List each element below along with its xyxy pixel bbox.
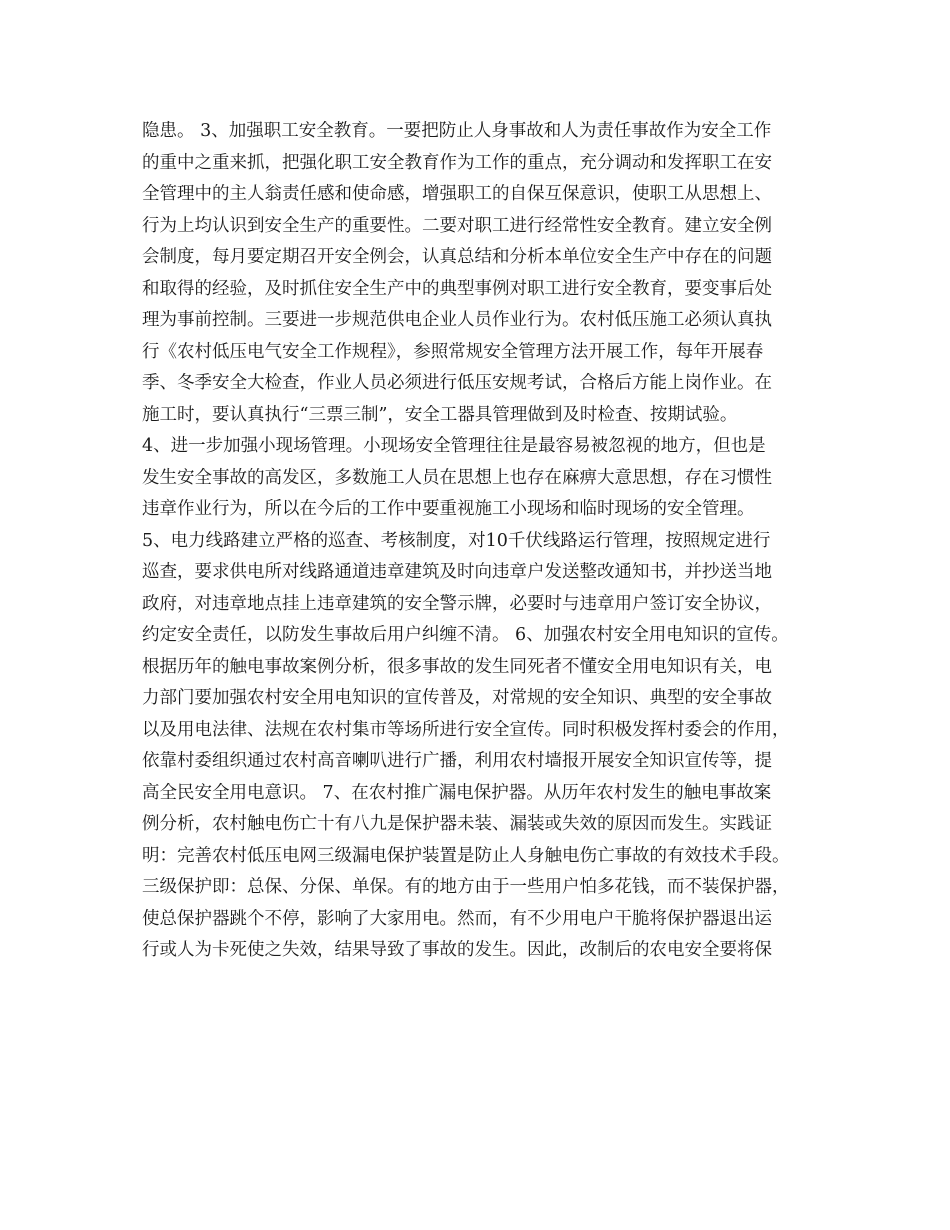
text-line: 季、冬季安全大检查，作业人员必须进行低压安规考试，合格后方能上岗作业。在 (142, 373, 772, 393)
text-line: 理为事前控制。三要进一步规范供电企业人员作业行为。农村低压施工必须认真执 (142, 310, 772, 330)
text-line: 高全民安全用电意识。 7、在农村推广漏电保护器。从历年农村发生的触电事故案 (142, 782, 772, 803)
text-line: 会制度，每月要定期召开安全例会，认真总结和分析本单位安全生产中存在的问题 (142, 247, 772, 267)
text-line: 发生安全事故的高发区，多数施工人员在思想上也存在麻痹大意思想，存在习惯性 (142, 467, 772, 488)
body-text (142, 116, 822, 967)
text-line: 的重中之重来抓，把强化职工安全教育作为工作的重点，充分调动和发挥职工在安 (142, 152, 772, 173)
text-line: 行或人为卡死使之失效，结果导致了事故的发生。因此，改制后的农电安全要将保 (142, 940, 772, 960)
text-line: 政府，对违章地点挂上违章建筑的安全警示牌，必要时与违章用户签订安全协议， (142, 593, 772, 614)
text-line: 行为上均认识到安全生产的重要性。二要对职工进行经常性安全教育。建立安全例 (142, 215, 772, 236)
text-line: 施工时，要认真执行“三票三制”，安全工器具管理做到及时检查、按期试验。 (142, 404, 738, 425)
text-line: 例分析，农村触电伤亡十有八九是保护器未装、漏装或失效的原因而发生。实践证 (142, 814, 772, 834)
text-line: 5、电力线路建立严格的巡查、考核制度，对10千伏线路运行管理，按照规定进行 (142, 530, 771, 551)
text-line: 4、进一步加强小现场管理。小现场安全管理往往是最容易被忽视的地方，但也是 (142, 436, 766, 456)
text-line: 约定安全责任，以防发生事故后用户纠缠不清。 6、加强农村安全用电知识的宣传。 (142, 625, 789, 645)
text-line: 根据历年的触电事故案例分析，很多事故的发生同死者不懂安全用电知识有关，电 (142, 656, 772, 677)
text-line: 全管理中的主人翁责任感和使命感，增强职工的自保互保意识，使职工从思想上、 (142, 184, 772, 204)
text-line: 使总保护器跳个不停，影响了大家用电。然而，有不少用电户干脆将保护器退出运 (142, 908, 772, 929)
text-line: 违章作业行为，所以在今后的工作中要重视施工小现场和临时现场的安全管理。 (142, 499, 755, 519)
text-line: 隐患。 3、加强职工安全教育。一要把防止人身事故和人为责任事故作为安全工作 (142, 121, 772, 141)
text-line: 巡查，要求供电所对线路通道违章建筑及时向违章户发送整改通知书，并抄送当地 (142, 562, 772, 582)
text-line: 行《农村低压电气安全工作规程》，参照常规安全管理方法开展工作，每年开展春 (142, 341, 764, 362)
text-line: 依靠村委组织通过农村高音喇叭进行广播，利用农村墙报开展安全知识宣传等，提 (142, 751, 772, 771)
text-line: 以及用电法律、法规在农村集市等场所进行安全宣传。同时积极发挥村委会的作用， (142, 719, 790, 740)
text-line: 三级保护即：总保、分保、单保。有的地方由于一些用户怕多花钱，而不装保护器， (142, 877, 790, 897)
text-line: 明：完善农村低压电网三级漏电保护装置是防止人身触电伤亡事故的有效技术手段。 (142, 845, 790, 866)
text-line: 力部门要加强农村安全用电知识的宣传普及，对常规的安全知识、典型的安全事故 (142, 688, 772, 708)
text-line: 和取得的经验，及时抓住安全生产中的典型事例对职工进行安全教育，要变事后处 (142, 278, 772, 299)
